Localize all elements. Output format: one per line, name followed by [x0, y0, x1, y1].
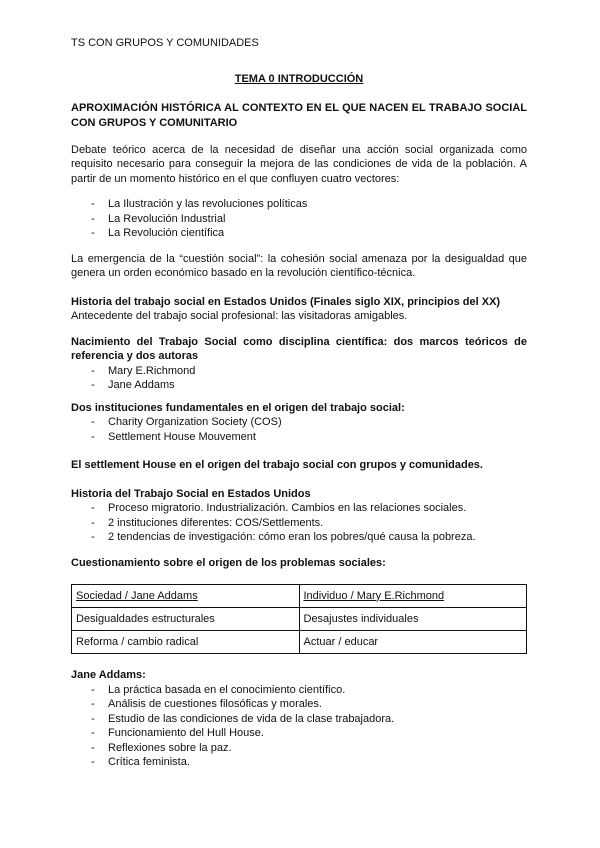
list-item: - Jane Addams [71, 378, 527, 393]
instituciones-heading: Dos instituciones fundamentales en el origen del trabajo social: [71, 401, 405, 414]
list-item: - Análisis de cuestiones filosóficas y morales. [71, 697, 527, 712]
table-header-cell [299, 585, 527, 608]
table-row [72, 608, 527, 631]
comparison-table [71, 584, 527, 654]
emergencia-paragraph: La emergencia de la “cuestión social”: la cohesión social amenaza por la desigualdad que genera un orden económico basado en la revolución científico-técnica. [71, 252, 527, 279]
list-item: - Charity Organization Society (COS) [71, 415, 527, 430]
list-item: - La Revolución Industrial [71, 212, 527, 227]
historia-eeuu-text: Antecedente del trabajo social profesional: las visitadoras amigables. [71, 310, 408, 322]
historia-eeuu-heading: Historia del trabajo social en Estados Unidos (Finales siglo XIX, principios del XX) [71, 295, 501, 308]
table-header-row [72, 585, 527, 608]
table-header-label: Individuo / Mary E.Richmond [303, 589, 445, 602]
vectores-list [71, 197, 527, 241]
instituciones-list [71, 415, 527, 444]
table-cell: Desigualdades estructurales [72, 608, 300, 631]
list-item: - Funcionamiento del Hull House. [71, 726, 527, 741]
document-body [71, 72, 527, 770]
historia-ts-heading: Historia del Trabajo Social en Estados Unidos [71, 487, 311, 500]
list-item: - Mary E.Richmond [71, 364, 527, 379]
list-item: - Estudio de las condiciones de vida de la clase trabajadora. [71, 712, 527, 727]
list-item: - La Revolución científica [71, 226, 527, 241]
list-item: - 2 tendencias de investigación: cómo eran los pobres/qué causa la pobreza. [71, 530, 527, 545]
autoras-list [71, 364, 527, 393]
section-subtitle: APROXIMACIÓN HISTÓRICA AL CONTEXTO EN EL QUE NACEN EL TRABAJO SOCIAL CON GRUPOS Y COMUNITARIO [71, 101, 527, 129]
intro-paragraph: Debate teórico acerca de la necesidad de diseñar una acción social organizada como requisito necesario para conseguir la mejora de las condiciones de vida de la población. A partir de un momento histórico en el que confluyen cuatro vectores: [71, 143, 527, 185]
table-row [72, 631, 527, 654]
list-item: - Reflexiones sobre la paz. [71, 741, 527, 756]
list-item: - 2 instituciones diferentes: COS/Settlements. [71, 516, 527, 531]
jane-addams-heading: Jane Addams: [71, 669, 146, 681]
jane-addams-list [71, 683, 527, 770]
cuestionamiento-heading: Cuestionamiento sobre el origen de los problemas sociales: [71, 556, 386, 569]
list-item: - Proceso migratorio. Industrialización. Cambios en las relaciones sociales. [71, 501, 527, 516]
list-item: - Settlement House Mouvement [71, 430, 527, 445]
list-item: - La práctica basada en el conocimiento científico. [71, 683, 527, 698]
settlement-heading: El settlement House en el origen del trabajo social con grupos y comunidades. [71, 459, 483, 471]
table-header-cell [72, 585, 300, 608]
table-cell: Reforma / cambio radical [72, 631, 300, 654]
page-header: TS CON GRUPOS Y COMUNIDADES [71, 37, 259, 49]
table-cell: Desajustes individuales [299, 608, 527, 631]
historia-ts-list [71, 501, 527, 545]
table-header-label: Sociedad / Jane Addams [76, 589, 198, 602]
table-cell: Actuar / educar [299, 631, 527, 654]
nacimiento-heading: Nacimiento del Trabajo Social como disciplina científica: dos marcos teóricos de referencia y dos autoras [71, 335, 527, 362]
list-item: - La Ilustración y las revoluciones políticas [71, 197, 527, 212]
list-item: - Crítica feminista. [71, 755, 527, 770]
document-title: TEMA 0 INTRODUCCIÓN [234, 73, 364, 85]
